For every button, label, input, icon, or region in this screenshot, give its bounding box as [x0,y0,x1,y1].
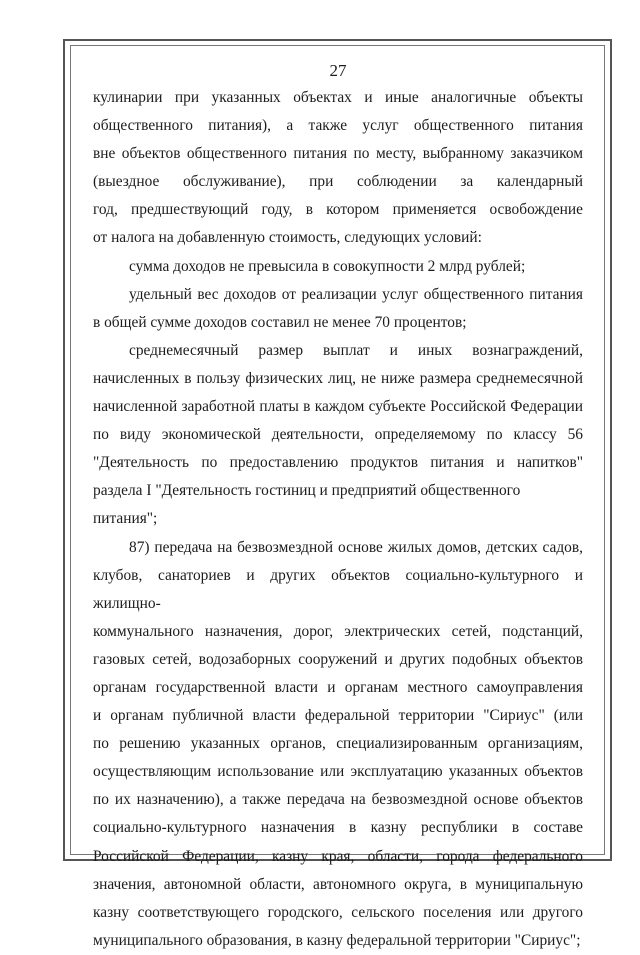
text-line: клубов, санаториев и других объектов социально-культурного и жилищно- [93,566,583,612]
page-number: 27 [329,61,347,80]
text-line: удельный вес доходов от реализации услуг общественного питания [129,285,583,303]
text-line: казну соответствующего городского, сельского поселения или другого [93,903,583,921]
text-line: социально-культурного назначения в казну республики в составе [93,819,583,837]
text-line: муниципального образования, в казну федеральной территории "Сириус"; [93,931,581,949]
text-line: начисленных в пользу физических лиц, не ниже размера среднемесячной [93,369,583,387]
text-line: по их назначению), а также передача на безвозмездной основе объектов [93,791,583,809]
text-line: значения, автономной области, автономного округа, в муниципальную [93,875,583,893]
text-line: по виду экономической деятельности, определяемому по классу 56 [93,426,583,444]
text-line: год, предшествующий году, в котором применяется освобождение [93,201,583,219]
text-line: кулинарии при указанных объектах и иные аналогичные объекты [93,89,583,106]
text-line: среднемесячный размер выплат и иных вознаграждений, [129,341,583,359]
text-line: газовых сетей, водозаборных сооружений и других подобных объектов [93,650,583,668]
text-line: осуществляющим использование или эксплуатацию указанных объектов [93,763,583,781]
text-line: общественного питания), а также услуг общественного питания [93,117,583,135]
text-line: по решению указанных органов, специализированным организациям, [93,735,583,753]
text-line: в общей сумме доходов составил не менее 70 процентов; [93,313,467,331]
text-line: "Деятельность по предоставлению продуктов питания и напитков" [93,454,583,472]
text-line: Российской Федерации, казну края, области, города федерального [93,847,583,865]
text-line: раздела I "Деятельность гостиниц и предприятий общественного питания"; [93,482,521,528]
text-line: органам государственной власти и органам местного самоуправления [93,678,583,696]
text-line: сумма доходов не превысила в совокупности 2 млрд рублей; [129,257,526,275]
document-body [93,58,583,955]
text-line: 87) передача на безвозмездной основе жилых домов, детских садов, [129,538,583,556]
text-line: начисленной заработной платы в каждом субъекте Российской Федерации [93,398,583,416]
text-line: вне объектов общественного питания по месту, выбранному заказчиком [93,145,583,163]
text-line: (выездное обслуживание), при соблюдении за календарный [93,173,583,191]
text-line: от налога на добавленную стоимость, следующих условий: [93,229,482,247]
text-line: и органам публичной власти федеральной территории "Сириус" (или [93,707,583,725]
text-line: коммунального назначения, дорог, электрических сетей, подстанций, [93,622,583,640]
